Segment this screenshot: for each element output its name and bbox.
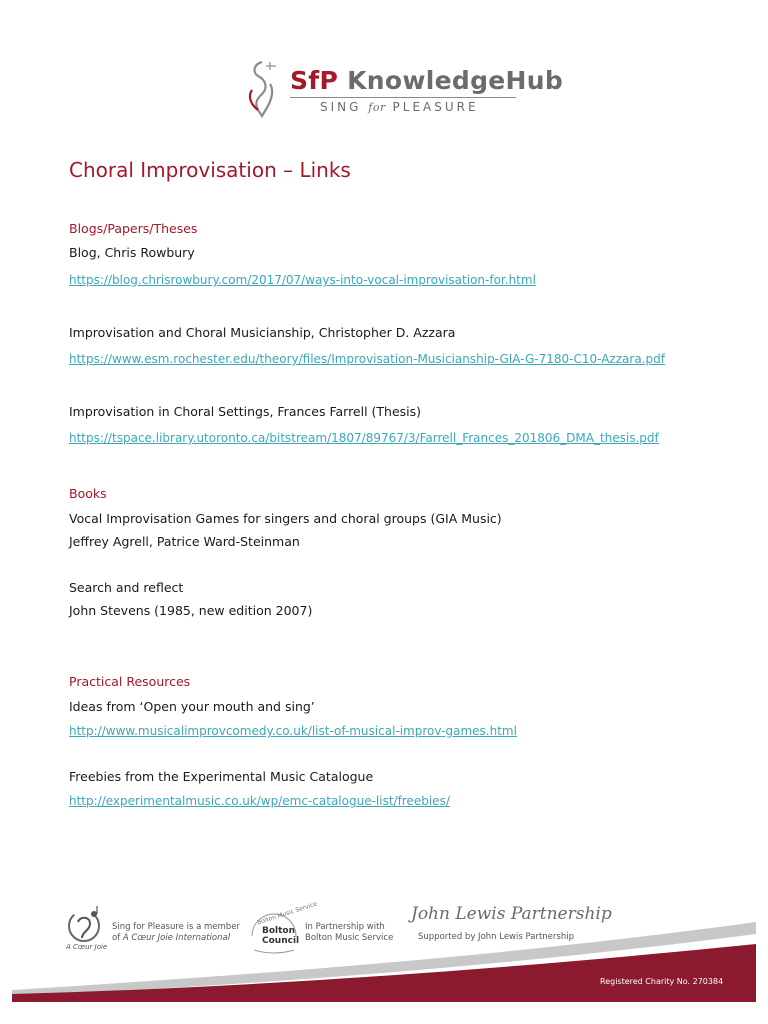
practical-item-2-link[interactable]: http://experimentalmusic.co.uk/wp/emc-catalogue-list/freebies/ [69, 794, 450, 808]
blog-item-1-title: Blog, Chris Rowbury [69, 245, 195, 260]
acj-logo-text: A Cœur Joie [66, 943, 108, 951]
section-heading-blogs: Blogs/Papers/Theses [69, 221, 198, 236]
book-1-title: Vocal Improvisation Games for singers and choral groups (GIA Music) [69, 511, 502, 526]
logo-title-knowledgehub: KnowledgeHub [347, 66, 564, 95]
footer [0, 900, 768, 1024]
blog-item-2-link[interactable]: https://www.esm.rochester.edu/theory/files/Improvisation-Musicianship-GIA-G-7180-C10-Azzara.pdf [69, 352, 665, 366]
sfp-knowledgehub-logo [244, 60, 564, 120]
section-heading-practical: Practical Resources [69, 674, 191, 689]
section-heading-books: Books [69, 486, 107, 501]
logo-divider [290, 97, 516, 98]
acj-line-2-prefix: of [112, 933, 121, 943]
john-lewis-subtitle: Supported by John Lewis Partnership [418, 932, 574, 942]
blog-item-1-link[interactable]: https://blog.chrisrowbury.com/2017/07/ways-into-vocal-improvisation-for.html [69, 273, 536, 287]
bolton-logo-name-1: Bolton [262, 926, 296, 936]
bolton-line-1: In Partnership with [305, 922, 385, 932]
practical-item-1-link[interactable]: http://www.musicalimprovcomedy.co.uk/list-of-musical-improv-games.html [69, 724, 517, 738]
practical-item-1-title: Ideas from ‘Open your mouth and sing’ [69, 699, 315, 714]
logo-sub-sing: SING [320, 100, 362, 114]
bolton-logo-name-2: Council [262, 936, 300, 946]
john-lewis-logo-text: John Lewis Partnership [411, 904, 612, 924]
logo-sub-for: for [368, 101, 386, 114]
registered-charity-number: Registered Charity No. 270384 [600, 977, 724, 986]
book-2-authors: John Stevens (1985, new edition 2007) [69, 603, 313, 618]
practical-item-2-title: Freebies from the Experimental Music Catalogue [69, 769, 374, 784]
treble-clef-heart-icon [244, 60, 278, 118]
logo-title [290, 66, 563, 95]
book-2-title: Search and reflect [69, 580, 184, 595]
logo-subtitle [320, 100, 479, 114]
logo-title-sfp: SfP [290, 66, 339, 95]
blog-item-3-link[interactable]: https://tspace.library.utoronto.ca/bitstream/1807/89767/3/Farrell_Frances_201806_DMA_thesis.pdf [69, 431, 659, 445]
blog-item-2-title: Improvisation and Choral Musicianship, Christopher D. Azzara [69, 325, 456, 340]
book-1-authors: Jeffrey Agrell, Patrice Ward-Steinman [69, 534, 300, 549]
bolton-logo-top: Bolton Music Service [256, 900, 318, 927]
acj-line-1: Sing for Pleasure is a member [112, 922, 240, 932]
acj-line-2-name: A Cœur Joie International [122, 933, 231, 943]
logo-sub-pleasure: PLEASURE [392, 100, 479, 114]
bolton-line-2: Bolton Music Service [305, 933, 394, 943]
blog-item-3-title: Improvisation in Choral Settings, Frances Farrell (Thesis) [69, 404, 422, 419]
footer-band-graphic [0, 920, 768, 1024]
page-title: Choral Improvisation – Links [69, 158, 351, 182]
